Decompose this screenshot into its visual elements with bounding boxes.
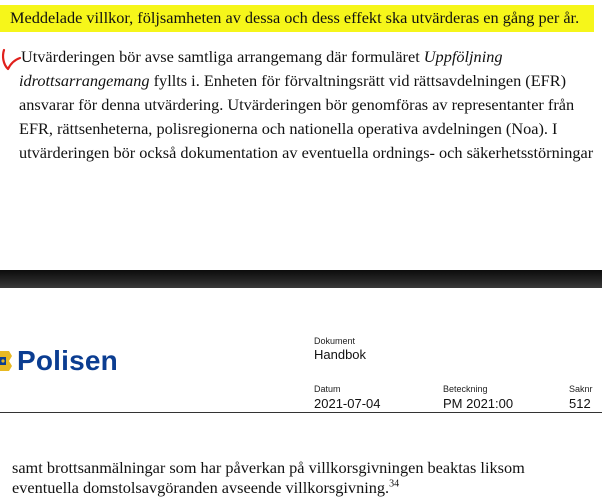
paragraph-line-1-italic: Uppföljning [423, 47, 503, 66]
saknr-label: Saknr [569, 384, 593, 394]
paragraph-line-1-text: Utvärderingen bör avse samtliga arrangemang där formuläret [21, 47, 424, 66]
polisen-logo [0, 341, 118, 381]
paragraph-line-2-italic: idrottsarrangemang [19, 71, 150, 90]
designation-label: Beteckning [443, 384, 488, 394]
logo-text: Polisen [17, 345, 118, 376]
bottom-line-1: samt brottsanmälningar som har påverkan på villkorsgivningen beaktas liksom [12, 458, 525, 477]
highlighted-sentence: Meddelade villkor, följsamheten av dessa och dess effekt ska utvärderas en gång per år. [10, 8, 580, 27]
red-annotation-mark-icon [0, 46, 22, 72]
paragraph-line-5: utvärderingen bör också dokumentation av eventuella ordnings- och säkerhetsstörningar [19, 143, 594, 162]
paragraph-line-2-text: fyllts i. Enheten för förvaltningsrätt vid rättsavdelningen (EFR) [149, 71, 566, 90]
designation-value: PM 2021:00 [443, 396, 514, 411]
paragraph-line-2 [19, 71, 566, 91]
paragraph-line-3: ansvarar för denna utvärdering. Utvärderingen bör genomföras av representanter från [19, 95, 575, 114]
document-label: Dokument [314, 336, 356, 346]
date-label: Datum [314, 384, 341, 394]
document-value: Handbok [314, 347, 367, 362]
date-value: 2021-07-04 [314, 396, 381, 411]
bottom-line-2 [12, 478, 399, 498]
footnote-reference[interactable]: 34 [389, 478, 400, 490]
bottom-line-2-text: eventuella domstolsavgöranden avseende villkorsgivning. [12, 478, 390, 497]
saknr-value: 512 [569, 396, 591, 411]
header-rule [0, 412, 602, 413]
police-emblem-icon [0, 343, 16, 379]
paragraph-line-1 [21, 47, 503, 67]
page-break-divider [0, 270, 602, 288]
paragraph-line-4: EFR, rättsenheterna, polisregionerna och nationella operativa avdelningen (Noa). I [19, 119, 558, 138]
